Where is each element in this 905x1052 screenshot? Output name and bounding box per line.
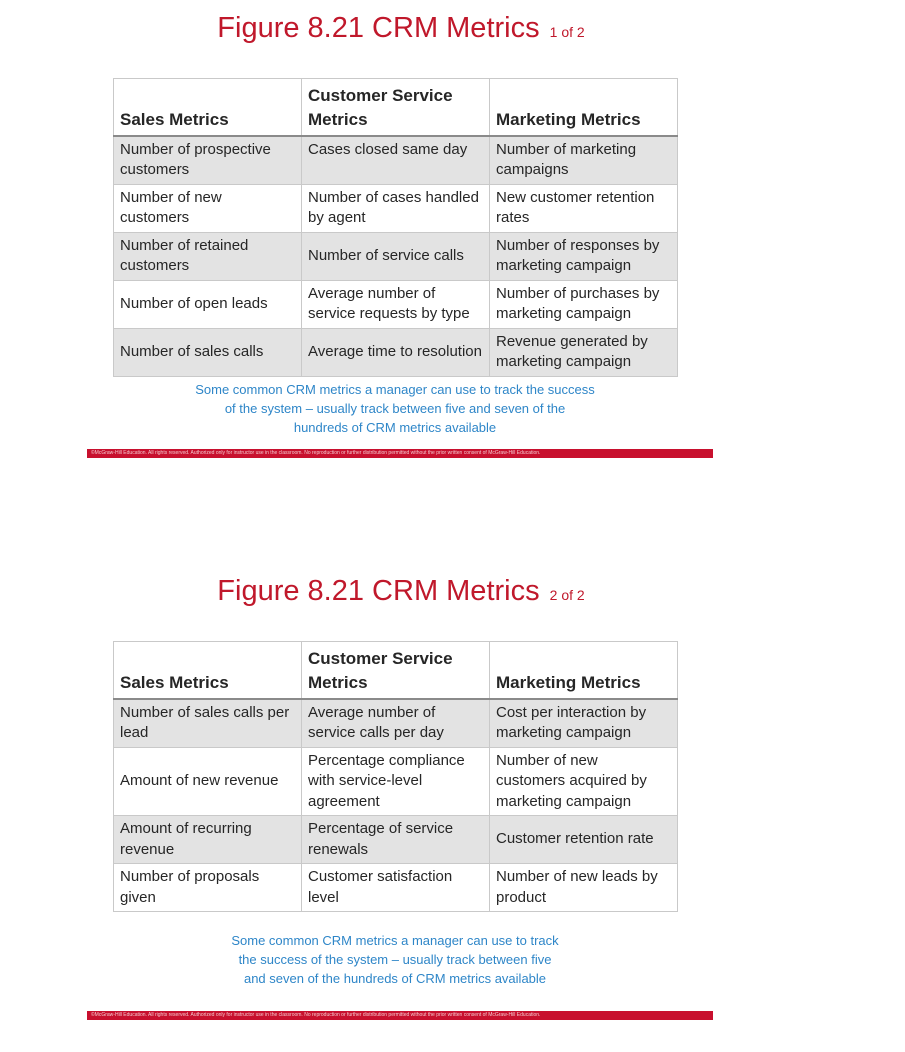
copyright-footer-bar: ©McGraw-Hill Education. All rights reserved. Authorized only for instructor use in the classroom. No reproduction or further distribution permitted without the prior written consent of McGraw-Hill Education.	[87, 1011, 713, 1020]
table-cell: Number of open leads	[114, 280, 302, 328]
column-header-customer-service: Customer Service Metrics	[302, 79, 490, 136]
table-row	[114, 864, 678, 912]
table-cell: Customer satisfaction level	[302, 864, 490, 912]
table-cell: Percentage compliance with service-level agreement	[302, 747, 490, 816]
header-row	[114, 642, 678, 699]
header-row	[114, 79, 678, 136]
table-cell: New customer retention rates	[490, 184, 678, 232]
caption-line: of the system – usually track between five and seven of the	[224, 401, 566, 416]
table-row	[114, 328, 678, 376]
column-header-customer-service: Customer Service Metrics	[302, 642, 490, 699]
table-cell: Number of new customers	[114, 184, 302, 232]
caption-line: Some common CRM metrics a manager can use to track	[231, 933, 559, 948]
table-cell: Number of responses by marketing campaign	[490, 232, 678, 280]
title-text: Figure 8.21 CRM Metrics	[217, 575, 540, 607]
table-cell: Number of retained customers	[114, 232, 302, 280]
column-header-marketing: Marketing Metrics	[490, 642, 678, 699]
title-text: Figure 8.21 CRM Metrics	[217, 12, 540, 44]
caption-line: and seven of the hundreds of CRM metrics available	[243, 971, 547, 986]
table-row	[114, 232, 678, 280]
copyright-footer-bar: ©McGraw-Hill Education. All rights reserved. Authorized only for instructor use in the classroom. No reproduction or further distribution permitted without the prior written consent of McGraw-Hill Education.	[87, 449, 713, 458]
table-row	[114, 184, 678, 232]
table-cell: Number of prospective customers	[114, 136, 302, 185]
table-cell: Number of new leads by product	[490, 864, 678, 912]
table-cell: Customer retention rate	[490, 816, 678, 864]
caption-line: hundreds of CRM metrics available	[293, 420, 497, 435]
table-cell: Amount of recurring revenue	[114, 816, 302, 864]
table-caption	[113, 931, 677, 988]
caption-line: the success of the system – usually track between five	[238, 952, 552, 967]
table-caption	[113, 380, 677, 437]
table-cell: Number of purchases by marketing campaign	[490, 280, 678, 328]
table-cell: Number of sales calls per lead	[114, 699, 302, 748]
table-cell: Number of marketing campaigns	[490, 136, 678, 185]
table-row	[114, 747, 678, 816]
table-cell: Average number of service requests by type	[302, 280, 490, 328]
title-part-indicator: 2 of 2	[549, 587, 585, 603]
table-cell: Number of service calls	[302, 232, 490, 280]
column-header-marketing: Marketing Metrics	[490, 79, 678, 136]
table-cell: Amount of new revenue	[114, 747, 302, 816]
slide-1	[0, 0, 905, 470]
table-row	[114, 280, 678, 328]
slide-title	[0, 573, 802, 613]
table-cell: Revenue generated by marketing campaign	[490, 328, 678, 376]
column-header-sales: Sales Metrics	[114, 79, 302, 136]
slide-title	[0, 10, 802, 50]
slide-2	[0, 563, 905, 1033]
table-cell: Percentage of service renewals	[302, 816, 490, 864]
crm-metrics-table	[113, 78, 678, 377]
table-cell: Cost per interaction by marketing campaign	[490, 699, 678, 748]
crm-metrics-table	[113, 641, 678, 912]
table-cell: Cases closed same day	[302, 136, 490, 185]
table-row	[114, 816, 678, 864]
table-cell: Number of proposals given	[114, 864, 302, 912]
table-cell: Average time to resolution	[302, 328, 490, 376]
table-cell: Number of cases handled by agent	[302, 184, 490, 232]
caption-line: Some common CRM metrics a manager can use to track the success	[195, 382, 595, 397]
title-part-indicator: 1 of 2	[549, 24, 585, 40]
column-header-sales: Sales Metrics	[114, 642, 302, 699]
table-row	[114, 699, 678, 748]
table-row	[114, 136, 678, 185]
table-cell: Average number of service calls per day	[302, 699, 490, 748]
table-cell: Number of new customers acquired by marketing campaign	[490, 747, 678, 816]
table-cell: Number of sales calls	[114, 328, 302, 376]
